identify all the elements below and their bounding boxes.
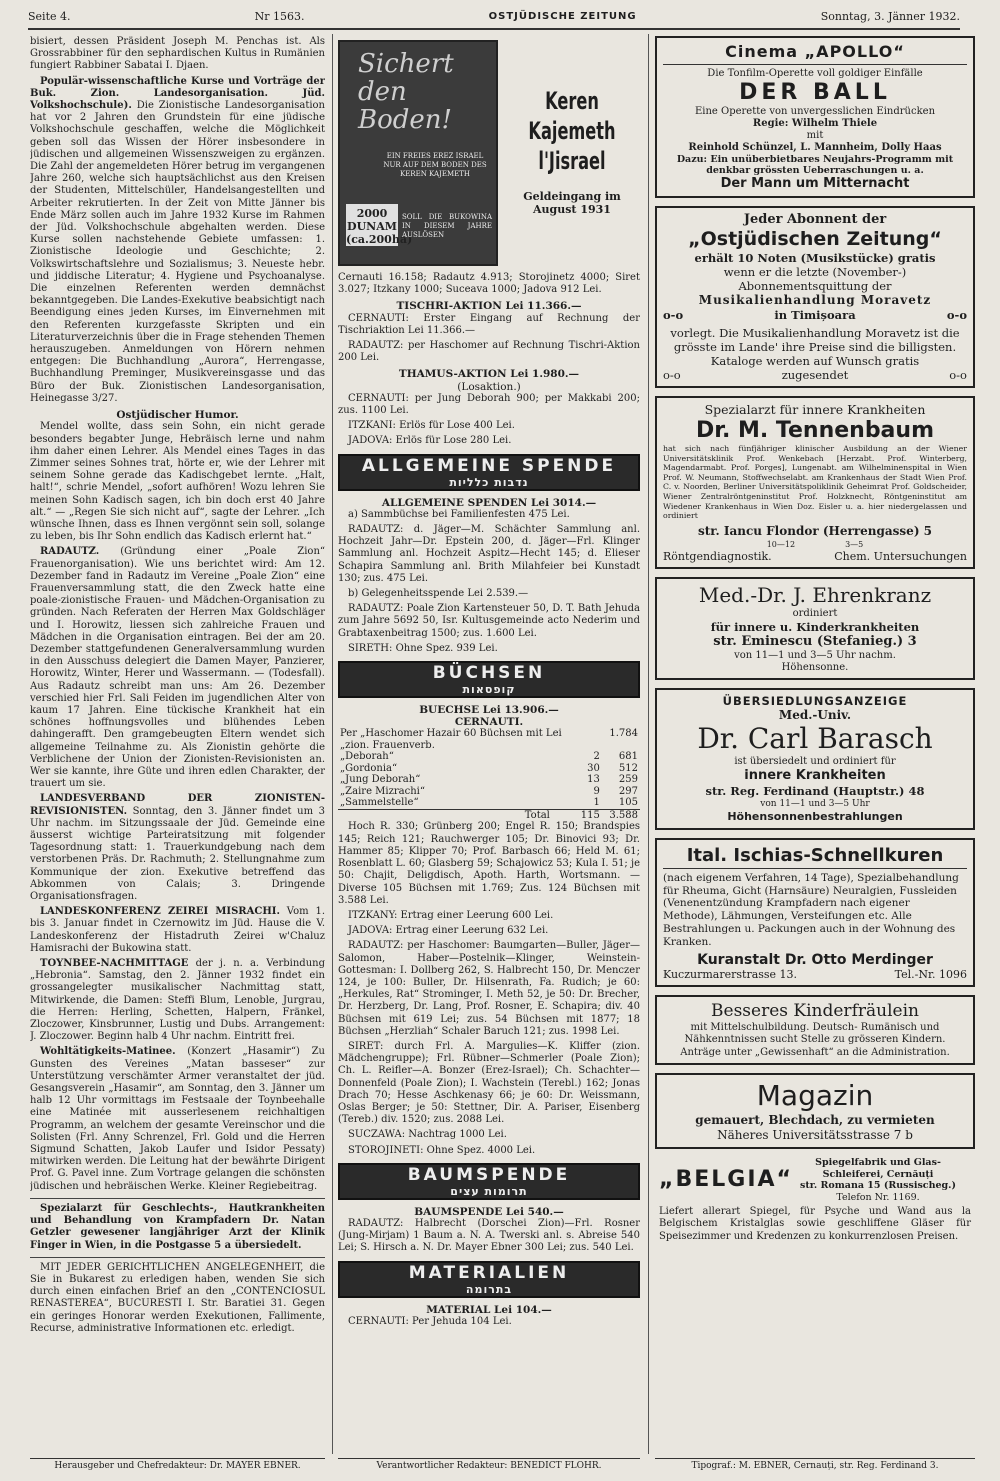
kk-totals: Cernauti 16.158; Radautz 4.913; Storojinetz 4000; Siret 3.027; Itzkany 1000; Suceava 1000; Jadova 912 Lei. (338, 272, 640, 296)
article-body: (Konzert „Hasamir“) Zu Gunsten des Vereines „Matan basseser“ zur Unterstützung verschämter Armer veranstaltet der jüd. Gesangsverein „Hasamir“, am Sonntag, den 3. Jänner um halb 12 Uhr vormittags im Festsaale der Toynbeehalle eine Matinée mit ausserlesenem reichhaltigen Programm, an welchem der gesamte Vereinschor und die Solisten (Frl. Anny Schrenzel, Frl. Gold und die Herren Sigmund Schatten, Jakob Laufer und Isidor Pessaty) mitwirken werden. Die Leitung hat der bewährte Dirigent Prof. G. Pavel inne. Zum Vortrage gelangen die schönsten jüdischen und hebräischen Werke. Kleiner Regiebeitrag. (30, 1046, 325, 1192)
table-cell: 115 (580, 809, 600, 821)
article-radautz (30, 546, 325, 790)
page-header (28, 8, 960, 30)
table-cell: 9 (593, 785, 600, 797)
entry: ITZKANI: Erlös für Lose 400 Lei. (348, 420, 515, 432)
table-cell: „Gordonia“ (340, 762, 398, 774)
ad-ornament: o-o (949, 368, 967, 382)
article-body: der j. n. a. Verbindung „Hebronia“. Samstag, den 2. Jänner 1932 findet ein grossangelegter musikalischer Nachmittag statt, Mitwirkende, die Damen: Steffi Blum, Lenoble, Jurgrau, die Herren: Herling, Schetten, Halpern, Fränkel, Zloczower, Kinsbrunner, Lustig und Dubs. Arrangement: J. Zloczower. Beginn halb 4 Uhr nachm. Eintritt frei. (30, 958, 325, 1043)
ad-line: str. Romana 15 (Russischeg.) (800, 1180, 956, 1192)
section-heading: BAUMSPENDE Lei 540.— (414, 1205, 564, 1218)
ad-line: zugesendet (781, 368, 849, 382)
article-heading: Populär-wissenschaftliche Kurse und Vorträge der Buk. Zion. Landesorganisation. Jüd. Volkshochschule). (30, 75, 325, 112)
banner-hebrew: תרומות עצים (450, 1184, 528, 1198)
section-subheading: (Losaktion.) (457, 380, 521, 393)
ad-line: ordiniert (792, 607, 838, 619)
article-body: Die Zionistische Landesorganisation hat vor 2 Jahren den Grundstein für eine jüdische Volkshochschule geschaffen, welche die Möglichkeit geben soll das Wissen der Hörer insbesondere in jüdischen und allgemeinen Wissenszweigen zu ergänzen. Die Zahl der angemeldeten Hörer betrug im vergangenen Jahre 260, welche sich hauptsächlichst aus den Kreisen der Studenten, Mittelschüler, Handelsangestellten und Arbeiter rekrutierten. In der Zeit von Mitte Jänner bis Ende März sollen auch im Jahre 1932 Kurse im Rahmen der Jüd. Volkshochschule abgehalten werden. Diese Kurse sollen nachstehende Gebiete umfassen: 1. Zionistische Ideologie und Geschichte; 2. Volkswirtschaftslehre und Sozialismus; 3. Neueste hebr. und jiddische Literatur; 4. Hygiene und Psychoanalyse. Die einzelnen Referenten werden demnächst bekanntgegeben. Die Landes-Exekutive beabsichtigt nach Beendigung eines jeden Kurses, im Einvernehmen mit den Referenten kurzgefasste Skripten und ein Literaturverzeichnis über die in Frage stehenden Themen herauszugeben. Anmeldungen von Hörern nehmen entgegen: Die Buchhandlung „Aurora“, Herrengasse, Buchhandlung Preminger, Musikvereinsgasse und das Büro der Buk. Zionistischen Landesorganisation, Heinegasse 3/27. (30, 100, 325, 404)
article-heading: Ostjüdischer Humor. (116, 409, 239, 422)
ad-renasterea: MIT JEDER GERICHTLICHEN ANGELEGENHEIT, die Sie in Bukarest zu erledigen haben, wenden Sie sich durch einen einfachen Brief an den „CONTENCIOSUL RENASTEREA“, BUCURESTI I. Str. Baratiei 31. Gegen ein geringes Honorar werden Exekutionen, Fallimente, Recurse, administrative Informationen etc. erledigt. (30, 1257, 325, 1335)
ad-ischias (655, 838, 975, 987)
table-cell: „Deborah“ (340, 751, 394, 763)
footer-publisher: Herausgeber und Chefredakteur: Dr. MAYER EBNER. (30, 1458, 325, 1471)
ad-headline: „Ostjüdischen Zeitung“ (688, 228, 942, 250)
banner-buechsen (338, 661, 640, 698)
banner-title: MATERIALIEN (408, 1262, 570, 1283)
ad-line: Kataloge werden auf Wunsch gratis (710, 354, 920, 368)
ad-line: von 11—1 und 3—5 Uhr nachm. (734, 649, 896, 661)
entry: CERNAUTI: Erster Eingang auf Rechnung der Tischriaktion Lei 11.366.— (338, 312, 640, 336)
column-1 (30, 36, 325, 1449)
ad-hours: 3—5 (845, 539, 864, 549)
page-number: Seite 4. (28, 10, 71, 23)
ad-headline: Besseres Kinderfräulein (711, 1000, 919, 1021)
kk-poster-title: Sichert den Boden! (358, 49, 454, 135)
ad-line: von 11—1 und 3—5 Uhr (760, 798, 870, 809)
table-row (338, 740, 640, 752)
article-heading: LANDESVERBAND DER ZIONISTEN-REVISIONISTEN. (30, 793, 325, 817)
article-heading: LANDESKONFERENZ ZEIREI MISRACHI. (40, 906, 280, 918)
column-2 (338, 36, 640, 1449)
kk-poster-dunam: 2000 DUNAM (ca.200ha) (346, 204, 398, 246)
entry: JADOVA: Erlös für Lose 280 Lei. (348, 435, 512, 447)
ad-line: Regie: Wilhelm Thiele (752, 118, 878, 129)
ad-line: Tel.-Nr. 1096 (894, 967, 967, 981)
table-cell: 681 (618, 751, 638, 763)
article-matinee (30, 1046, 325, 1192)
table-cell: „Zaire Mizrachi“ (340, 785, 425, 797)
ad-line: str. Eminescu (Stefanieg.) 3 (713, 633, 917, 649)
ad-cinema-apollo (655, 36, 975, 198)
ad-line: (nach eigenem Verfahren, 14 Tage), Spezialbehandlung für Rheuma, Gicht (Harnsäure) Neuralgien, Fussleiden (Venenentzündung Krampfadern nach eigener Methode), Lähmungen, Versteifungen etc. Alle Bestrahlungen u. Packungen auch in der Wohnung des Kranken. (663, 871, 959, 948)
ad-line: ÜBERSIEDLUNGSANZEIGE (722, 693, 908, 708)
kk-poster-subtitle: EIN FREIES EREZ ISRAEL NUR AUF DEM BODEN DES KEREN KAJEMETH (383, 152, 487, 178)
ad-headline: DER BALL (739, 80, 891, 105)
table-cell: Per „Haschomer Hazair 60 Büchsen mit Lei (340, 728, 562, 740)
entry: a) Sammbüchse bei Familienfesten 475 Lei. (348, 508, 570, 520)
table-row (338, 763, 640, 775)
ad-line: gemauert, Blechdach, zu vermieten (695, 1113, 935, 1128)
kk-poster-goal: SOLL DIE BUKOWINA IN DIESEM JAHRE AUSLÖSEN (402, 213, 492, 239)
ad-ornament: o-o (663, 368, 681, 382)
ad-getzler: Spezialarzt für Geschlechts-, Hautkrankheiten und Behandlung von Krampfadern Dr. Natan Getzler gewesener langjähriger Arzt der Klinik Finger in Wien, in die Postgasse 5 a übersiedelt. (30, 1198, 325, 1252)
table-cell: 2 (593, 751, 600, 763)
table-row (338, 809, 640, 821)
ad-line: Telefon Nr. 1169. (836, 1191, 920, 1203)
banner-title: ALLGEMEINE SPENDE (361, 455, 617, 476)
ad-line: Musikalienhandlung Moravetz (698, 293, 932, 307)
ad-line: mit (806, 130, 824, 141)
section-heading: MATERIAL Lei 104.— (426, 1303, 552, 1316)
table-row (338, 728, 640, 740)
entry: ITZKANY: Ertrag einer Leerung 600 Lei. (348, 909, 554, 921)
entry: STOROJINETI: Ohne Spez. 4000 Lei. (348, 1144, 536, 1156)
section-heading: BUECHSE Lei 13.906.— (419, 704, 559, 717)
table-cell: 3.588 (609, 809, 638, 821)
table-cell: 1.784 (609, 728, 638, 740)
ad-line: Liefert allerart Spiegel, für Psyche und Wand aus la Belgischem Kristalglas sowie geschliffene Gläser für Speisezimmer und Kredenzen zu konkurrenzlosen Preisen. (659, 1206, 971, 1242)
article-body: Sonntag, den 3. Jänner findet um 3 Uhr nachm. im Sitzungssaale der Jüd. Gemeinde eine äusserst wichtige Parteiratsitzung mit folgender Tagesordnung statt: 1. Trauerkundgebung nach dem verstorbenen Präs. Dr. Rachmuth; 2. Stellungnahme zum Kommunique der zion. Exekutive betreffend das Abkommen von Calais; 3. Dringende Organisationsfragen. (30, 805, 325, 903)
table-cell: Total (524, 809, 550, 821)
table-cell: „Sammelstelle“ (340, 797, 419, 809)
entry: CERNAUTI: Per Jehuda 104 Lei. (348, 1315, 512, 1327)
ad-line: Die Tonfilm-Operette voll goldiger Einfälle (707, 68, 923, 79)
section-heading: THAMUS-AKTION Lei 1.980.— (398, 368, 580, 381)
entry: RADAUTZ: per Haschomer auf Rechnung Tischri-Aktion 200 Lei. (338, 340, 640, 364)
kk-poster-image (338, 40, 498, 266)
issue-number: Nr 1563. (254, 10, 305, 23)
ad-ehrenkranz (655, 577, 975, 680)
article-revisionisten (30, 793, 325, 903)
ad-headline: Ital. Ischias-Schnellkuren (663, 844, 967, 869)
ad-line: vorlegt. Die Musikalienhandlung Moravetz ist die grösste im Lande' ihre Preise sind die billigsten. (670, 326, 960, 354)
entry: SIRETH: Ohne Spez. 939 Lei. (348, 642, 498, 654)
ad-line: Dazu: Ein unüberbietbares Neujahrs-Programm mit denkbar grössten Ueberraschungen u. a. (676, 154, 954, 176)
section-city: CERNAUTI. (454, 716, 524, 729)
ad-line: für innere u. Kinderkrankheiten (710, 619, 920, 634)
table-cell: 512 (618, 762, 638, 774)
banner-hebrew: בתרומה (465, 1282, 513, 1296)
ad-magazin (655, 1073, 975, 1149)
table-cell: 1 (593, 797, 600, 809)
ad-line: wenn er die letzte (November-) (723, 265, 907, 279)
issue-date: Sonntag, 3. Jänner 1932. (820, 10, 960, 23)
ad-hours: 10—12 (766, 539, 796, 549)
ad-line: Näheres Universitätsstrasse 7 b (717, 1128, 913, 1143)
column-rule (332, 34, 333, 1454)
ad-line: str. Reg. Ferdinand (Hauptstr.) 48 (705, 783, 925, 798)
article-heading: Wohltätigkeits-Matinee. (40, 1046, 176, 1058)
ad-line: Röntgendiagnostik. (663, 549, 772, 563)
table-cell (552, 740, 602, 752)
entry: RADAUTZ: d. Jäger—M. Schächter Sammlung anl. Hochzeit Jahr—Dr. Epstein 200, d. Jäger—Frl. Klinger Sammlung anl. Hochzeit Aspitz—Hecht 145; d. Elieser Schapira Sammlung anl. Brith Milahfeier bei Kunstadt 130; zus. 475 Lei. (338, 524, 640, 584)
table-cell: 13 (587, 774, 600, 786)
section-heading: TISCHRI-AKTION Lei 11.366.— (396, 300, 582, 313)
article-toynbee (30, 958, 325, 1043)
keren-kajemeth-ad (338, 40, 640, 268)
ad-headline: Dr. M. Tennenbaum (696, 418, 934, 443)
article-body: Vom 1. bis 3. Januar findet in Czernowitz im Jüd. Hause die V. Landeskonferenz der Histadruth Zeirei w'Chaluz Hamisrachi der Bukowina statt. (30, 906, 325, 954)
entry: SIRET: durch Frl. A. Margulies—K. Kliffer (zion. Mädchengruppe); Frl. Rübner—Schmerler (Poale Zion); Ch. L. Reifler—A. Bonzer (Erez-Israel); Ch. Schachter—Donnenfeld (Poale Zion); I. Wachstein (Terebl.) 162; Jonas Drach 70; Hesse Aschkenasy 66; je 60: Dr. Weissmann, Oslas Berger; je 50: Stettner, Dir. A. Pariser, Eisenberg (Tereb.) div. 1520; zus. 2088 Lei. (338, 1040, 640, 1126)
ad-line: Jeder Abonnent der (743, 212, 887, 227)
banner-hebrew: קופסאות (462, 683, 516, 697)
table-cell: 105 (618, 797, 638, 809)
table-cell: 259 (618, 774, 638, 786)
entry: RADAUTZ: Halbrecht (Dorschei Zion)—Frl. Rosner (Jung-Mirjam) 1 Baum a. N. A. Twerski anl. s. Abreise 540 Lei; S. Hirsch a. N. Dr. Mayer Ebner 300 Lei; zus. 540 Lei. (338, 1217, 640, 1254)
ad-headline: „BELGIA“ (659, 1167, 794, 1193)
ad-line: Kuranstalt Dr. Otto Merdinger (697, 951, 933, 968)
ad-line: Spiegelfabrik und Glas-Schleiferei, Cernăuți (815, 1157, 941, 1180)
article-body: (Gründung einer „Poale Zion“ Frauenorganisation). Wie uns berichtet wird: Am 12. Dezember fand in Radautz im Vereine „Poale Zion“ eine Frauenversammlung statt, die den Zweck hatte eine poale-zionistische Frauen- und Mädchen-Organisation zu gründen. Nach Referaten der Herren Max Goldschläger und I. Horowitz, liessen sich zahlreiche Frauen und Mädchen in die Organisation eintragen. Bei der am 20. Dezember stattgefundenen Generalversammlung wurden in den Ausschuss delegiert die Damen Mayer, Panzierer, Horowitz, Winter, Herer und Wassermann. — (Todesfall). Aus Radautz schreibt man uns: Am 26. Dezember verschied hier Frl. Sali Feiden im jugendlichen Alter von kaum 17 Jahren. Eine tückische Krankheit hat ein schönes hoffnungsvolles und blühendes Leben dahingerafft. Den gramgebeugten Eltern wendet sich allgemeine Teilnahme zu. Als Zionistin gehörte die Verblichene der Union der Zionisten-Revisionisten an. Wer sie kannte, ihre Güte und ihren edlen Charakter, der trauert um sie. (30, 546, 325, 790)
entry: b) Gelegenheitsspende Lei 2.539.— (348, 588, 529, 600)
ad-headline: Med.-Dr. J. Ehrenkranz (698, 582, 932, 607)
ad-line: Eine Operette von unvergesslichen Eindrücken (694, 106, 936, 117)
footer-printer: Tipograf.: M. EBNER, Cernauți, str. Reg. Ferdinand 3. (655, 1458, 975, 1471)
ad-line: Höhensonnenbestrahlungen (727, 809, 903, 823)
ad-line: Spezialarzt für innere Krankheiten (704, 402, 926, 417)
entry: SUCZAWA: Nachtrag 1000 Lei. (348, 1129, 507, 1141)
table-row (338, 797, 640, 809)
ad-line: Abonnementsquittung der (738, 279, 892, 293)
banner-baumspende (338, 1163, 640, 1200)
article-intro: bisiert, dessen Präsident Joseph M. Penchas ist. Als Grossrabbiner für den sephardischen Kultus in Rumänien fungiert Rabbiner Sabatai I. Djaen. (30, 36, 325, 72)
article-body: Mendel wollte, dass sein Sohn, ein nicht gerade besonders begabter Junge, Hebräisch lerne und nahm ihm daher einen Lehrer. Als Mendel eines Tages in das Zimmer seines Sohnes trat, hörte er, wie der Lehrer mit seinem Sohne gerade das Kadischgebet lernte. „Halt, halt!“, schrie Mendel, „sofort aufhören! Wozu lehren Sie meinen Sohn Kadisch sagen, ich bin doch erst 40 Jahre alt.“ — „Regen Sie sich nicht auf“, sagte der Lehrer. „Ich wünsche Ihnen, dass es Ihnen vergönnt sein soll, solange zu leben, bis Ihr Sohn endlich das Kadisch erlernt hat.“ (30, 421, 325, 543)
banner-title: BAUMSPENDE (407, 1164, 571, 1185)
ad-line: str. Iancu Flondor (Herrengasse) 5 (697, 523, 933, 538)
ad-line: Höhensonne. (781, 661, 849, 673)
table-row (338, 751, 640, 763)
kk-name: Keren Kajemeth l'Jisrael (528, 87, 616, 175)
ad-abonnent (655, 206, 975, 388)
ad-line: innere Krankheiten (744, 767, 886, 783)
article-volkshochschule (30, 76, 325, 405)
ad-kinderfraeulein (655, 995, 975, 1066)
ad-line: Der Mann um Mitternacht (720, 176, 910, 191)
table-cell: „zion. Frauenverb. (340, 739, 435, 751)
table-row (338, 774, 640, 786)
column-3 (655, 36, 975, 1449)
article-misrachi (30, 906, 325, 955)
entry: RADAUTZ: per Haschomer: Baumgarten—Buller, Jäger—Salomon, Haber—Postelnik—Klinger, Weinstein-Gottesman: I. Dollberg 262, S. Halbrecht 150, Dr. Menczer 124, je 100: Buller, Dr. Hilsenrath, Fa. Rudich; je 60: „Herkules, Rat“ Strominger, I. Meth 52, je 50: Dr. Brecher, Dr. Herzberg, Dr. Lang, Prof. Rosner, E. Schapira; div. 40 Büchsen mit 619 Lei; zus. 54 Büchsen mit 1877; 18 Büchsen „Herzliah“ Schaler Baruch 121; zus. 1998 Lei. (338, 940, 640, 1037)
kk-subtitle: Geldeingang im August 1931 (523, 190, 621, 216)
ad-ornament: o-o (663, 308, 684, 322)
ad-line: Kuczurmarerstrasse 13. (663, 967, 798, 981)
banner-title: BÜCHSEN (432, 663, 546, 684)
banner-materialien (338, 1261, 640, 1298)
article-heading: TOYNBEE-NACHMITTAGE (40, 958, 189, 970)
ad-ornament: o-o (946, 308, 967, 322)
ad-line: Med.-Univ. (778, 707, 852, 722)
ad-line: in Timișoara (774, 308, 856, 322)
ad-line: Chem. Untersuchungen (834, 549, 967, 563)
ad-line: hat sich nach fünfjähriger klinischer Ausbildung an der Wiener Universitätsklinik Prof. Wenkebach [Herzabt. Prof. Winterberg, Magendarmabt. Prof. Porges], Lungenabt. am Wilhelminenspital in Wien Prof. W. Neumann, Stoffwechselabt. am Krankenhaus der Stadt Wien Prof. C. v. Noorden, Berliner Universitätspoliklinik Geheimrat Prof. Goldscheider, Wiener Zentralröntgeninstitut Prof. Holzknecht, Röntgeninstitut am Wiedener Krankenhaus in Wien Doz. Eisler u. a. hier niedergelassen und ordiniert (663, 444, 967, 521)
article-heading: RADAUTZ. (40, 546, 100, 558)
entry: JADOVA: Ertrag einer Leerung 632 Lei. (348, 925, 549, 937)
masthead: OSTJÜDISCHE ZEITUNG (488, 11, 637, 22)
ad-belgia (655, 1157, 975, 1243)
table-cell: 30 (587, 762, 600, 774)
section-heading: ALLGEMEINE SPENDEN Lei 3014.— (381, 496, 597, 509)
ad-title: Cinema „APOLLO“ (663, 42, 967, 65)
buechsen-table (338, 728, 640, 821)
table-row (338, 786, 640, 798)
ad-barasch (655, 688, 975, 830)
banner-allgemeine-spende (338, 454, 640, 491)
ad-line: erhält 10 Noten (Musikstücke) gratis (694, 251, 936, 265)
table-cell (602, 740, 640, 752)
ad-line: ist übersiedelt und ordiniert für (734, 755, 896, 767)
table-cell: 297 (618, 785, 638, 797)
ad-line: Reinhold Schünzel, L. Mannheim, Dolly Haas (688, 142, 942, 153)
ad-headline: Dr. Carl Barasch (697, 721, 933, 755)
table-cell: „Jung Deborah“ (340, 774, 421, 786)
footer-editor: Verantwortlicher Redakteur: BENEDICT FLOHR. (338, 1458, 640, 1471)
entry: CERNAUTI: per Jung Deborah 900; per Makkabi 200; zus. 1100 Lei. (338, 392, 640, 417)
entry: RADAUTZ: Poale Zion Kartensteuer 50, D. T. Bath Jehuda zum Jahre 5692 50, Isr. Kultusgemeinde acto Nederim und Grabtaxenbeitrag 1500; zus. 1.600 Lei. (338, 603, 640, 639)
ad-line: mit Mittelschulbildung. Deutsch- Rumänisch und Nähkenntnissen sucht Stelle zu grösseren Kindern. Anträge unter „Gewissenhaft“ an die Administration. (680, 1021, 950, 1058)
banner-hebrew: נדבות כלליות (449, 475, 529, 489)
entry: Hoch R. 330; Grünberg 200; Engel R. 150; Brandspies 145; Reich 121; Rauchwerger 105; Dr. Binovici 93; Dr. Hammer 85; Klipper 70; Prof. Barbasch 66; Held M. 61; Rosenblatt L. 60; Glasberg 59; Schajowicz 53; Kula I. 51; je 50: Chajit, Deligdisch, Apoth. Harth, Wortsmann. — Diverse 105 Büchsen mit 1.769; Zus. 124 Büchsen mit 3.588 Lei. (338, 821, 640, 906)
ad-headline: Magazin (756, 1079, 874, 1113)
ad-tennenbaum (655, 396, 975, 569)
column-rule (648, 34, 649, 1454)
